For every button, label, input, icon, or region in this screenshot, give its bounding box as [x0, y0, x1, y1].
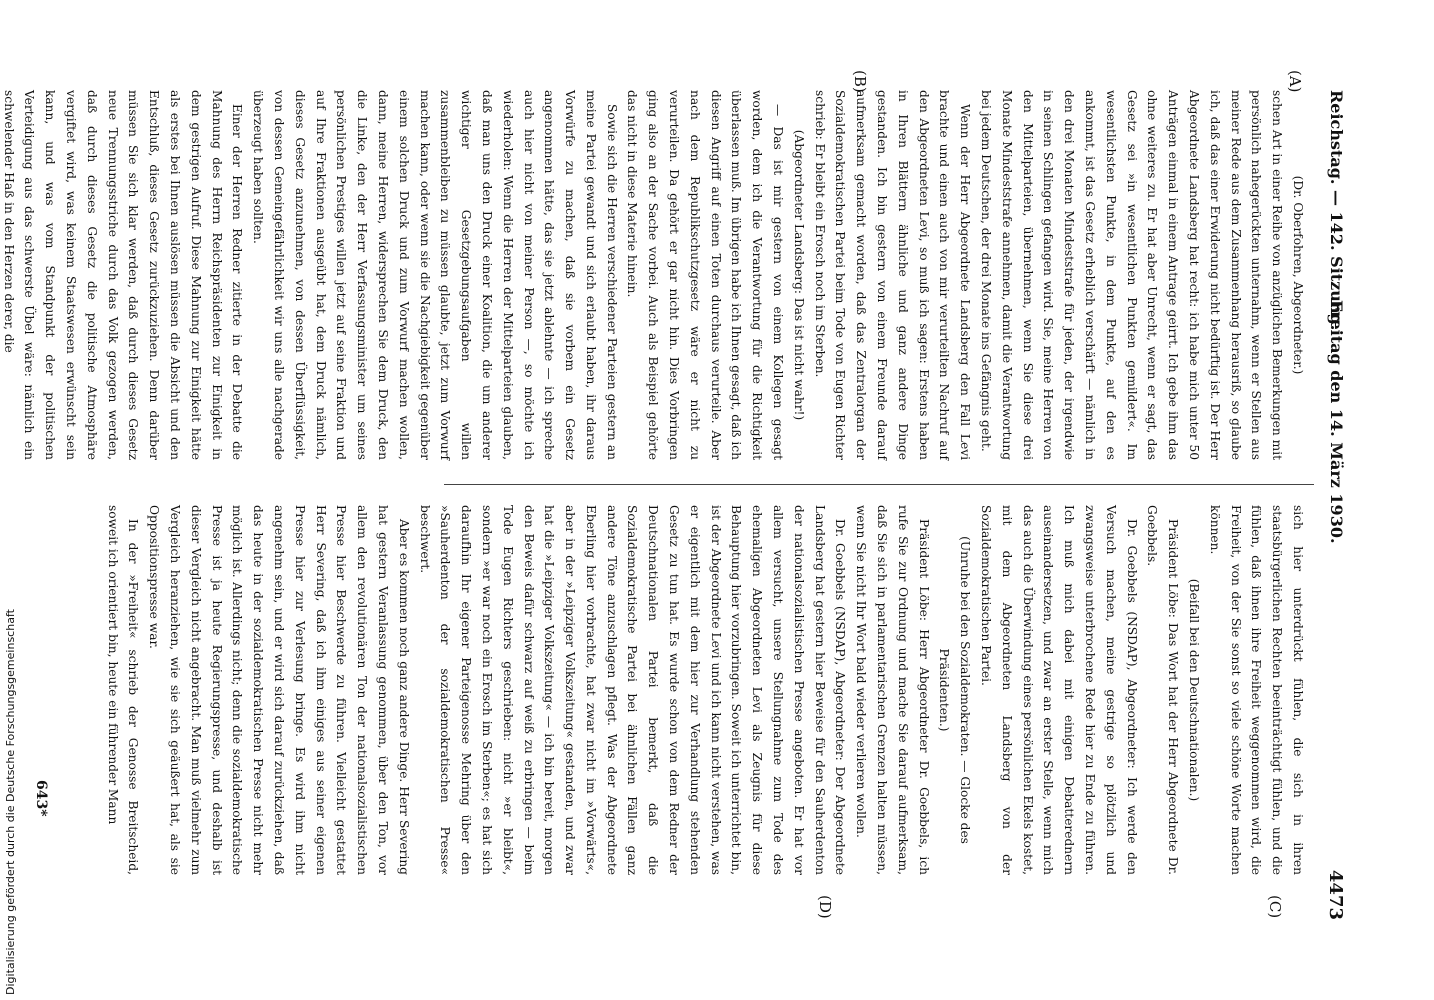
paragraph: (Unruhe bei den Sozialdemokraten. — Glocke des Präsidenten.) — [937, 536, 973, 844]
paragraph: (Dr. Oberfohren, Abgeordneter.) — [1291, 175, 1305, 375]
header-date: Freitag den 14. März 1930. — [1327, 300, 1346, 544]
page-number: 4473 — [1325, 869, 1346, 920]
margin-mark-c: (C) — [1266, 895, 1284, 919]
header-left: Reichstag. — 142. Sitzung. — [1327, 90, 1346, 331]
paragraph: Dr. Goebbels (NSDAP), Abgeordneter: Der Abgeordnete Landsberg hat gestern hier Beweise für den Sauherdenton der nationalsozialistischen Presse angeboten. Er hat vor allem versucht, unsere Stellungnahme zum Tode des ehemaligen Abgeordneten Levi als Zeugnis für diese Behauptung hier vorzubringen. Soweit ich unterrichtet bin, ist der Abgeordnete Levi und ich kann nicht verstehen, was er eigentlich mit dem hier zur Verhandlung stehenden Gesetz zu tun hat. Es wurde schon von dem Redner der Deutschnationalen Partei bemerkt, daß die Sozialdemokratische Partei bei ähnlichen Fällen ganz andere Töne anzuschlagen pflegt. Was der Abgeordnete Eberling hier vorbrachte, hat zwar nicht im »Vorwärts«, aber in der »Leipziger Volkszeitung« gestanden, und zwar hat die »Leipziger Volkszeitung« — ich bin bereit, morgen den Beweis dafür schwarz auf weiß zu erbringen — beim Tode Eugen Richters geschrieben: nicht »er bleibt«, sondern »er war noch ein Erosch im Sterben«; es hat sich daraufhin Ihr eigener Parteigenosse Mehring über den »Sauherdenton der sozialdemokratischen Presse« beschwert. — [417, 505, 848, 875]
margin-mark-d: (D) — [816, 895, 834, 919]
page-header — [1306, 90, 1346, 920]
left-column — [1, 90, 1308, 460]
paragraph: (Beifall bei den Deutschnationalen.) — [1187, 578, 1202, 802]
footer-number: 643* — [33, 780, 49, 817]
paragraph: — Das ist mir gestern von einem Kollegen gesagt worden, dem ich die Verantwortung für die Richtigkeit überlassen muß. Im übrigen habe ich Ihnen gesagt, daß ich diesen Angriff auf einen Toten durchaus verurteile. Aber nach dem Republikschutzgesetz wäre er nicht zu verurteilen. Da gehört er gar nicht hin. Dies Vorbringen ging also an der Sache vorbei. Auch als Beispiel gehörte das nicht in diese Materie hinein. — [625, 90, 786, 460]
right-column — [105, 505, 1308, 875]
paragraph: Präsident Löbe: Herr Abgeordneter Dr. Goebbels, ich rufe Sie zur Ordnung und mache Sie darauf aufmerksam, daß Sie sich in parlamentarischen Grenzen halten müssen, wenn Sie nicht Ihr Wort bald wieder verlieren wollen. — [854, 505, 931, 875]
margin-mark-b: (B) — [851, 70, 869, 93]
paragraph: sich hier unterdrückt fühlen, die sich in ihren staatsbürgerlichen Rechten beeinträchtigt fühlen, und die fühlen, daß ihnen ihre Freiheit weggenommen wird, die Freiheit, von der Sie sonst so viele schöne Worte machen können. — [1207, 505, 1305, 875]
paragraph: Präsident Löbe: Das Wort hat der Herr Abgeordnete Dr. Goebbels. — [1145, 505, 1181, 875]
column-divider — [444, 484, 1314, 485]
credit-text: Digitalisierung gefördert durch die Deutsche Forschungsgemeinschaft — [4, 609, 17, 995]
paragraph: Einer der Herren Redner zitierte in der Debatte die Mahnung des Herrn Reichspräsidenten zur Einigkeit in dem gestrigen Aufruf. Diese Mahnung zur Einigkeit hätte als erstes bei Ihnen auslösen müssen die Absicht und den Entschluß, dieses Gesetz zurückzuziehen. Denn darüber müssen Sie sich klar werden, daß durch dieses Gesetz neue Trennungsstriche durch das Volk gezogen werden, daß durch dieses Gesetz die politische Atmosphäre vergiftet wird, was keinem Staatswesen erwünscht sein kann, und was vom Standpunkt der politischen Verteidigung aus das schwerste Übel wäre: nämlich ein schwelender Haß in den Herzen derer, die — [1, 90, 245, 460]
paragraph: Sowie sich die Herren verschiedener Parteien gestern an meine Partei gewandt und sich erlaubt haben, ihr daraus Vorwürfe zu machen, daß sie vorbem ein Gesetz angenommen hätte, das sie jetzt ablehnte — ich spreche auch hier nicht von meiner Person —, so möchte ich wiederholen: Wenn die Herren der Mittelparteien glauben, daß man uns den Druck einer Koalition, die um anderer wichtiger Gesetzgebungsaufgaben willen zusammenbleiben zu müssen glaubte, jetzt zum Vorwurf machen kann, oder wenn sie die Nachgiebigkeit gegenüber einem solchen Druck und zum Vorwurf machen wollen, dann, meine Herren, widersprechen Sie dem Druck, den die Linke, den der Herr Verfassungsminister um seines persönlichen Prestiges willen jetzt auf seine Fraktion und auf Ihre Fraktionen ausgeübt hat, dem Druck nämlich, dieses Gesetz anzunehmen, von dessen Überflüssigkeit, von dessen Gemeingefährlichkeit wir uns alle nachgerade überzeugt haben sollten. — [251, 90, 619, 460]
paragraph: schen Art in einer Reihe von anzüglichen Bemerkungen mit persönlich nahegerückten unternahm, wenn er Stellen aus meiner Rede aus dem Zusammenhang herausriß, so glaube ich, daß das einer Erwiderung nicht bedürftig ist. Der Herr Abgeordnete Landsberg hat recht: ich habe mich unter 50 Anträgen einmal in einem Antrage geirrt. Ich gebe ihm das ohne weiteres zu. Er hat aber Unrecht, wenn er sagt, das Gesetz sei »in wesentlichen Punkten gemildert«. Im wesentlichsten Punkte, in dem Punkte, auf den es ankommt, ist das Gesetz erheblich verschärft — nämlich in den drei Monaten Mindeststrafe für jeden, der irgendwie in seinen Schlingen gefangen wird. Sie, meine Herren von den Mittelparteien, übernehmen, wenn Sie diese drei Monate Mindeststrafe annehmen, damit die Verantwortung bei jedem Deutschen, der drei Monate ins Gefängnis geht. — [979, 90, 1285, 460]
credit-strip — [0, 0, 20, 1000]
paragraph: Dr. Goebbels (NSDAP), Abgeordneter: Ich werde den Versuch machen, meine gestrige so plötzlich und zwangsweise unterbrochene Rede hier zu Ende zu führen. Ich muß mich dabei mit einigen Debatterednern auseinandersetzen, und zwar an erster Stelle, wenn mich das auch die Überwindung eines persönlichen Ekels kostet, mit dem Abgeordneten Landsberg von der Sozialdemokratischen Partei. — [979, 505, 1139, 875]
paragraph: In der »Freiheit« schrieb der Genosse Breitscheid, soweit ich orientiert bin, heute ein führender Mann — [105, 505, 141, 875]
paragraph: Wenn der Herr Abgeordnete Landsberg den Fall Levi brachte und einen auch von mir verurteilten Nachruf auf den Abgeordneten Levi, so muß ich sagen: Erstens haben in Ihren Blättern ähnliche und ganz andere Dinge gestanden. Ich bin gestern von einem Freunde darauf aufmerksam gemacht worden, daß das Zentralorgan der Sozialdemokratischen Partei beim Tode von Eugen Richter schrieb: Er bleibt ein Erosch noch im Sterben. — [812, 90, 973, 460]
paragraph: Aber es kommen noch ganz andere Dinge. Herr Severing hat gestern Veranlassung genommen, über den Ton, vor allem den revolutionären Ton der nationalsozialistischen Presse hier Beschwerde zu führen. Vielleicht gestattet Herr Severing, daß ich ihm einiges aus seiner eigenen Presse hier zur Verlesung bringe. Es wird ihm nicht angenehm sein, und er wird sich darauf zurückziehen, daß das heute in der sozialdemokratischen Presse nicht mehr möglich ist. Allerdings nicht; denn die sozialdemokratische Presse ist ja heute Regierungspresse, und deshalb ist dieser Vergleich nicht angebracht. Man muß vielmehr zum Vergleich heranziehen, wie sie sich geäußert hat, als sie Oppositionspresse war. — [147, 505, 411, 875]
paragraph: (Abgeordneter Landsberg: Das ist nicht wahr!) — [791, 129, 806, 421]
margin-mark-a: (A) — [1286, 70, 1304, 93]
